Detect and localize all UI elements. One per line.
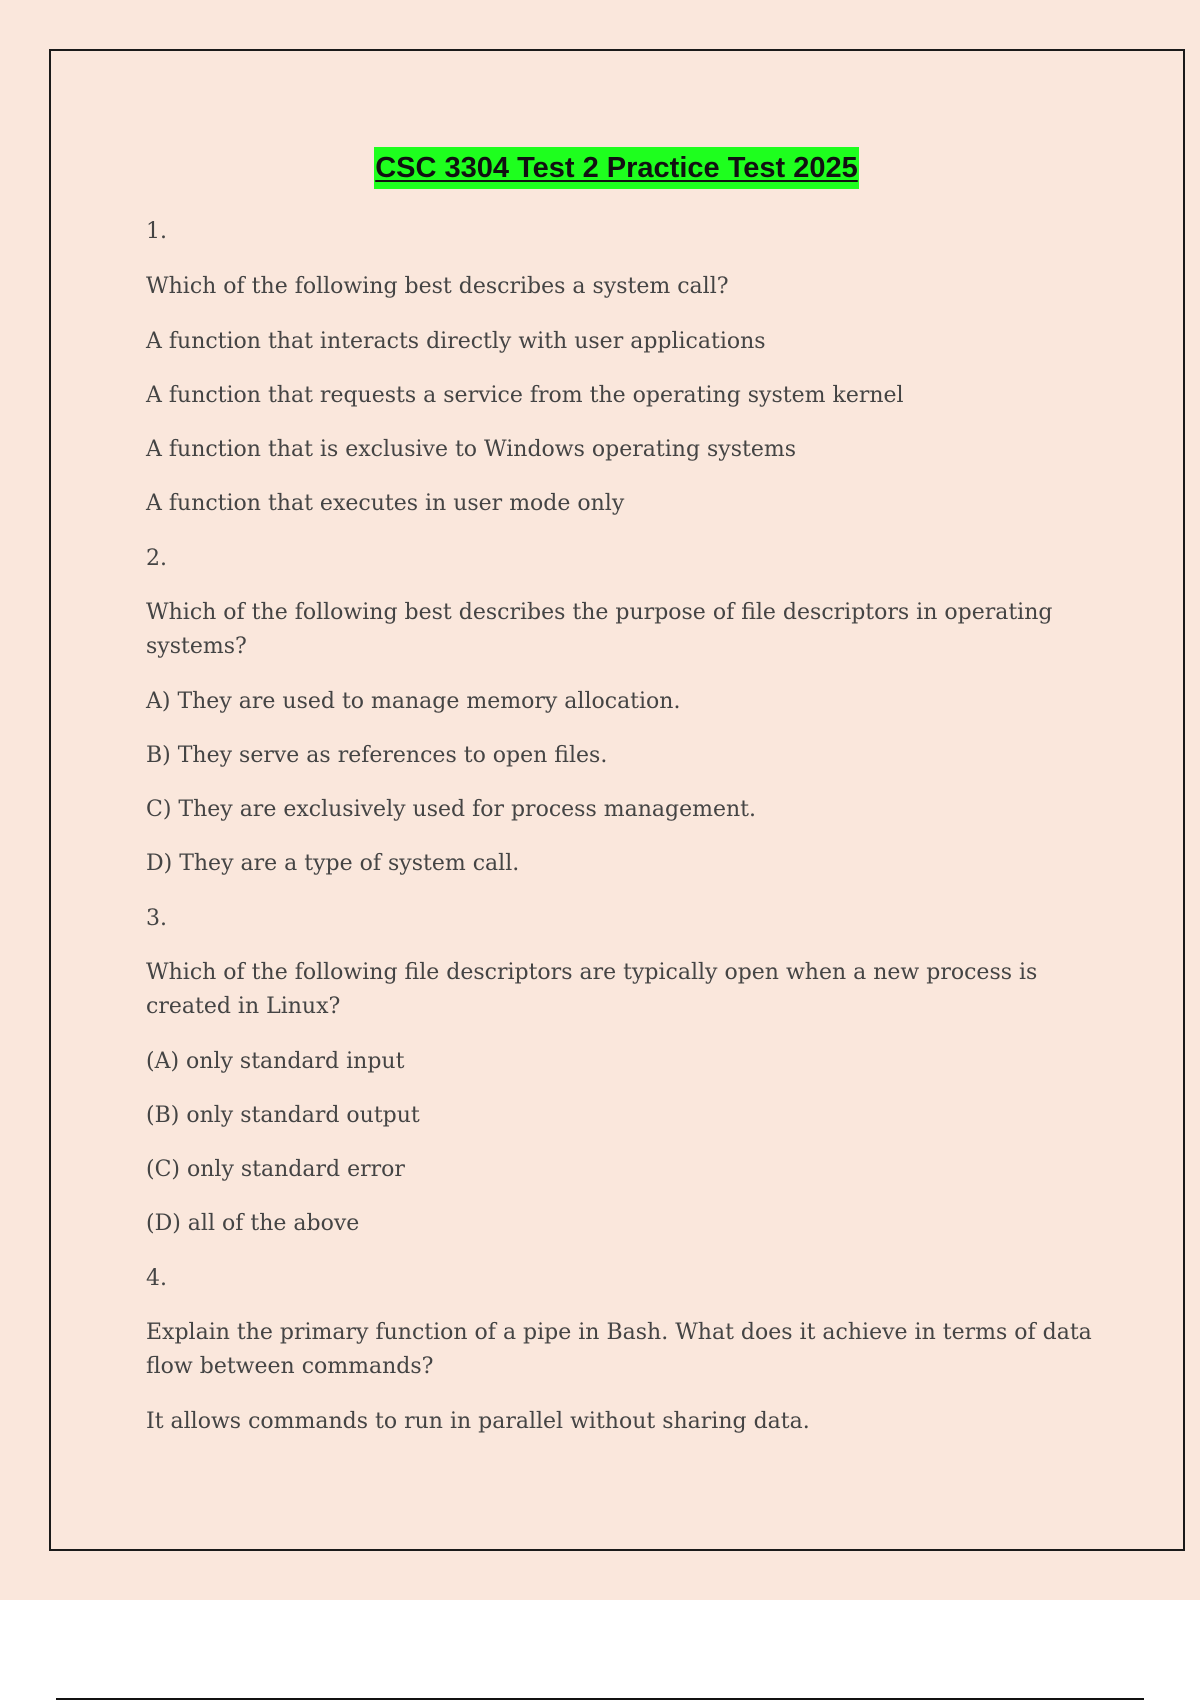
question-3-number: 3. — [146, 906, 167, 931]
question-2-option: B) They serve as references to open files. — [146, 743, 608, 768]
question-4-number: 4. — [146, 1266, 167, 1291]
question-2-number: 2. — [146, 546, 167, 571]
question-1-option: A function that interacts directly with user applications — [146, 329, 766, 354]
question-2-prompt: Which of the following best describes the purpose of file descriptors in operating systems? — [146, 600, 1053, 659]
title-container — [0, 147, 1200, 189]
question-4-answer: It allows commands to run in parallel without sharing data. — [146, 1409, 810, 1434]
question-1-option: A function that requests a service from the operating system kernel — [146, 383, 904, 408]
question-2-option: C) They are exclusively used for process management. — [146, 797, 756, 822]
question-3-option: (C) only standard error — [146, 1157, 405, 1182]
question-4-prompt: Explain the primary function of a pipe in Bash. What does it achieve in terms of data flow between commands? — [146, 1320, 1092, 1379]
question-3-option: (D) all of the above — [146, 1211, 360, 1236]
document-title: CSC 3304 Test 2 Practice Test 2025 — [374, 147, 859, 189]
question-1-number: 1. — [146, 219, 167, 244]
question-2-option: D) They are a type of system call. — [146, 851, 520, 876]
question-1-option: A function that is exclusive to Windows operating systems — [146, 437, 797, 462]
question-3-option: (B) only standard output — [146, 1103, 420, 1128]
question-1-prompt: Which of the following best describes a system call? — [146, 274, 729, 299]
question-3-option: (A) only standard input — [146, 1049, 405, 1074]
question-3-prompt: Which of the following file descriptors are typically open when a new process is created in Linux? — [146, 960, 1038, 1019]
question-2-option: A) They are used to manage memory allocation. — [146, 689, 681, 714]
question-1-option: A function that executes in user mode only — [146, 491, 625, 516]
